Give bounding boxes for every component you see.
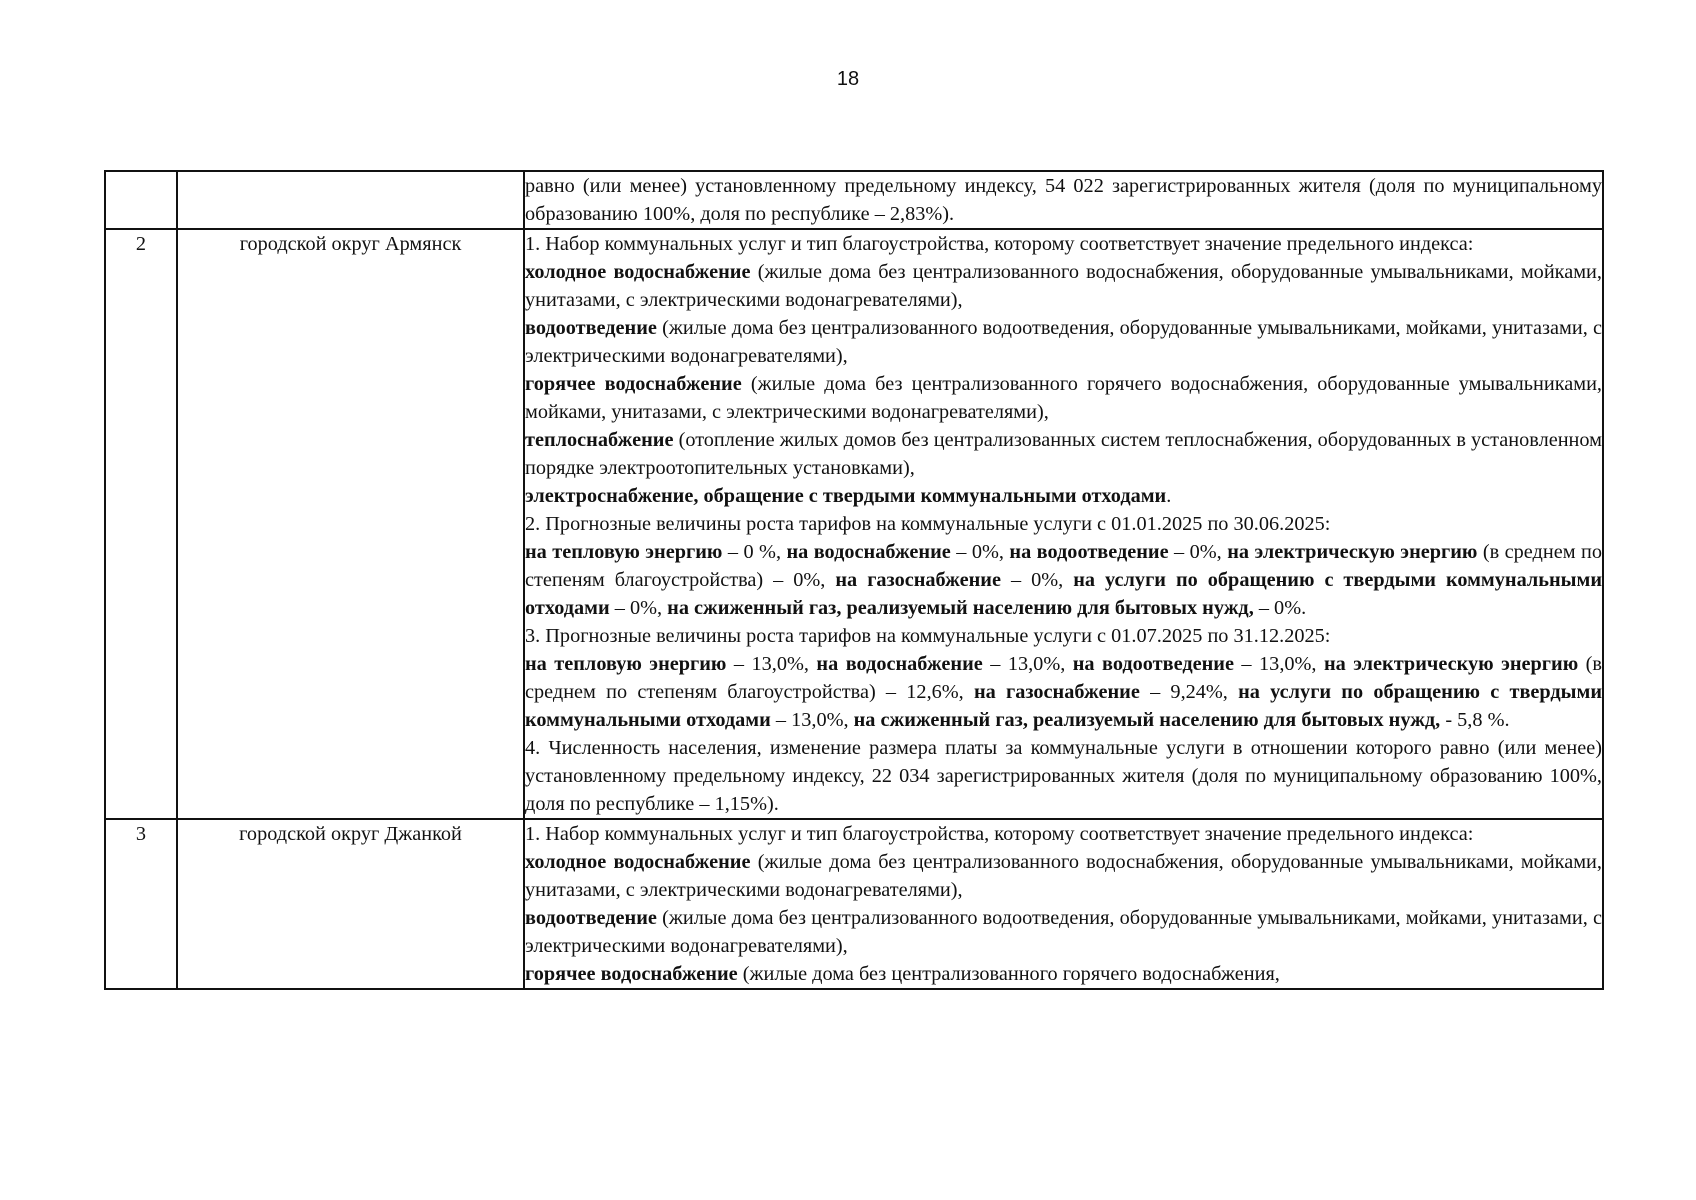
- text-segment: – 0 %,: [722, 541, 787, 563]
- text-segment: .: [1166, 485, 1172, 507]
- bold-text-segment: горячее водоснабжение: [525, 373, 742, 395]
- text-segment: – 13,0%,: [1233, 653, 1324, 675]
- description-paragraph: [525, 172, 1602, 228]
- text-segment: 1. Набор коммунальных услуг и тип благоустройства, которому соответствует значение предельного индекса:: [525, 233, 1474, 255]
- description-paragraph: [525, 734, 1602, 818]
- bold-text-segment: на водоотведение: [1072, 653, 1234, 675]
- text-segment: – 9,24%,: [1139, 681, 1239, 703]
- description-paragraph: [525, 538, 1602, 622]
- description-paragraph: [525, 960, 1602, 988]
- bold-text-segment: горячее водоснабжение: [525, 963, 738, 985]
- bold-text-segment: холодное водоснабжение: [525, 851, 751, 873]
- bold-text-segment: водоотведение: [525, 907, 657, 929]
- description-paragraph: [525, 426, 1602, 482]
- bold-text-segment: на услуги по обращению с твердыми коммунальными отходами: [525, 569, 1603, 619]
- text-segment: – 13,0%,: [982, 653, 1073, 675]
- text-segment: (жилые дома без централизованного водоснабжения, оборудованные умывальниками, мойками, унитазами, с электрическими водонагревателями),: [525, 851, 1602, 901]
- description-paragraph: [525, 650, 1602, 734]
- description-paragraph: [525, 258, 1602, 314]
- bold-text-segment: на электрическую энергию: [1227, 541, 1478, 563]
- bold-text-segment: на сжиженный газ, реализуемый населению для бытовых нужд,: [853, 709, 1441, 731]
- page-number: 18: [836, 68, 860, 90]
- municipal-tariff-table: [104, 170, 1604, 990]
- text-segment: равно (или менее) установленному предельному индексу, 54 022 зарегистрированных жителя (доля по муниципальному образованию 100%, доля по республике – 2,83%).: [525, 175, 1602, 225]
- bold-text-segment: теплоснабжение: [525, 429, 674, 451]
- text-segment: 3. Прогнозные величины роста тарифов на коммунальные услуги с 01.07.2025 по 31.12.2025:: [525, 625, 1331, 647]
- row-number-cell: 3: [105, 819, 177, 989]
- text-segment: – 0%,: [1001, 569, 1074, 591]
- text-segment: 4. Численность населения, изменение размера платы за коммунальные услуги в отношении которого равно (или менее) установленному предельному индексу, 22 034 зарегистрированных жителя (доля по муниципальному образованию 100%, доля по республике – 1,15%).: [525, 737, 1602, 815]
- bold-text-segment: на газоснабжение: [973, 681, 1140, 703]
- bold-text-segment: на услуги по обращению с твердыми коммунальными отходами: [525, 681, 1603, 731]
- bold-text-segment: на водоснабжение: [816, 653, 983, 675]
- description-paragraph: [525, 820, 1602, 848]
- text-segment: – 13,0%,: [770, 709, 854, 731]
- table-row: [105, 819, 1603, 989]
- description-paragraph: [525, 230, 1602, 258]
- description-paragraph: [525, 510, 1602, 538]
- description-paragraph: [525, 314, 1602, 370]
- table-row: [105, 229, 1603, 819]
- text-segment: – 13,0%,: [726, 653, 817, 675]
- text-segment: - 5,8 %.: [1440, 709, 1510, 731]
- bold-text-segment: водоотведение: [525, 317, 657, 339]
- description-paragraph: [525, 370, 1602, 426]
- bold-text-segment: на электрическую энергию: [1323, 653, 1579, 675]
- table-row: [105, 171, 1603, 229]
- description-cell: [524, 819, 1603, 989]
- text-segment: – 0%,: [1168, 541, 1228, 563]
- text-segment: (в среднем по степеням благоустройства) – 12,6%,: [525, 653, 1602, 703]
- text-segment: – 0%,: [609, 597, 668, 619]
- bold-text-segment: холодное водоснабжение: [525, 261, 751, 283]
- description-paragraph: [525, 848, 1602, 904]
- municipality-name-cell: городской округ Армянск: [177, 229, 524, 819]
- text-segment: – 0%,: [950, 541, 1010, 563]
- municipality-name-cell: [177, 171, 524, 229]
- bold-text-segment: на тепловую энергию: [525, 653, 727, 675]
- row-number-cell: [105, 171, 177, 229]
- text-segment: 2. Прогнозные величины роста тарифов на коммунальные услуги с 01.01.2025 по 30.06.2025:: [525, 513, 1331, 535]
- bold-text-segment: на тепловую энергию: [525, 541, 723, 563]
- text-segment: (жилые дома без централизованного водоотведения, оборудованные умывальниками, мойками, унитазами, с электрическими водонагревателями),: [525, 907, 1602, 957]
- description-paragraph: [525, 622, 1602, 650]
- text-segment: – 0%.: [1253, 597, 1307, 619]
- text-segment: (в среднем по степеням благоустройства) – 0%,: [525, 541, 1602, 591]
- text-segment: 1. Набор коммунальных услуг и тип благоустройства, которому соответствует значение предельного индекса:: [525, 823, 1474, 845]
- bold-text-segment: на сжиженный газ, реализуемый населению для бытовых нужд,: [667, 597, 1254, 619]
- text-segment: (жилые дома без централизованного водоотведения, оборудованные умывальниками, мойками, унитазами, с электрическими водонагревателями),: [525, 317, 1602, 367]
- bold-text-segment: электроснабжение, обращение с твердыми коммунальными отходами: [525, 485, 1167, 507]
- text-segment: (жилые дома без централизованного горячего водоснабжения, оборудованные умывальниками, мойками, унитазами, с электрическими водонагревателями),: [525, 373, 1603, 423]
- text-segment: (жилые дома без централизованного горячего водоснабжения,: [737, 963, 1280, 985]
- table-body: [105, 171, 1603, 989]
- municipality-name-cell: городской округ Джанкой: [177, 819, 524, 989]
- bold-text-segment: на газоснабжение: [835, 569, 1001, 591]
- row-number-cell: 2: [105, 229, 177, 819]
- description-paragraph: [525, 482, 1602, 510]
- text-segment: (отопление жилых домов без централизованных систем теплоснабжения, оборудованных в установленном порядке электроотопительных установками),: [525, 429, 1602, 479]
- bold-text-segment: на водоотведение: [1009, 541, 1169, 563]
- text-segment: (жилые дома без централизованного водоснабжения, оборудованные умывальниками, мойками, унитазами, с электрическими водонагревателями),: [525, 261, 1602, 311]
- description-cell: [524, 171, 1603, 229]
- bold-text-segment: на водоснабжение: [786, 541, 951, 563]
- description-cell: [524, 229, 1603, 819]
- description-paragraph: [525, 904, 1602, 960]
